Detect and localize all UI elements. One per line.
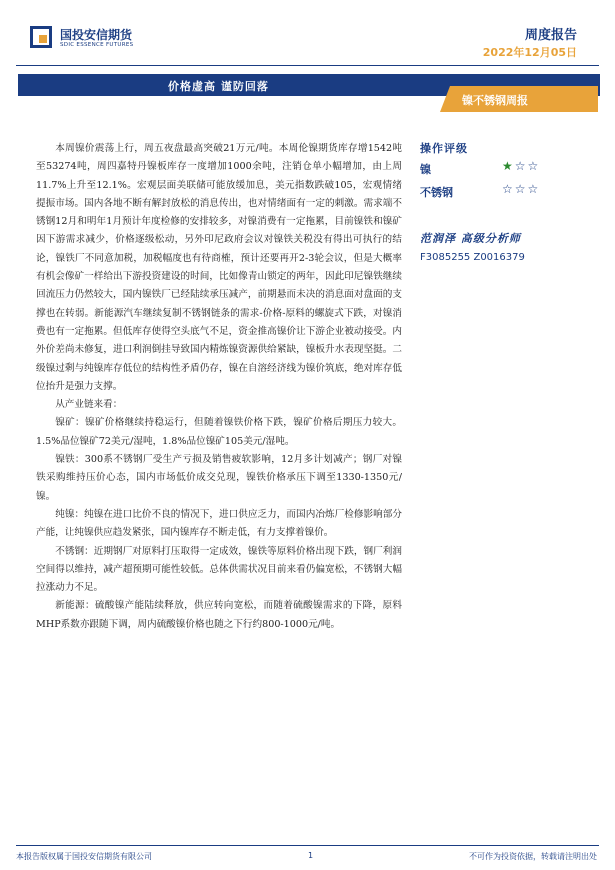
footer-divider: [16, 845, 599, 846]
report-date: 2022年12月05日: [482, 46, 577, 59]
body-paragraph-pure-nickel: 纯镍：纯镍在进口比价不良的情况下，进口供应乏力，而国内冶炼厂检修影响部分产能，让纯镍供应趋发紧张，国内镍库存不断走低，有力支撑着镍价。: [36, 508, 402, 539]
analyst-license-ids: F3085255 Z0016379: [420, 252, 525, 263]
star-filled-icon: ★: [502, 159, 515, 173]
rating-heading: 操作评级: [420, 142, 468, 155]
footer-copyright: 本报告版权属于国投安信期货有限公司: [16, 852, 152, 861]
sidebar: [420, 140, 590, 263]
rating-stars: [502, 159, 540, 173]
report-title: 价格虚高 谨防回落: [168, 80, 269, 93]
report-tag: 镍不锈钢周报: [462, 94, 528, 107]
brand-name-en: SDIC ESSENCE FUTURES: [60, 42, 134, 48]
header-divider: [16, 65, 599, 66]
logo-square-icon: [30, 26, 52, 48]
rating-label: 不锈钢: [420, 186, 453, 199]
star-empty-icon: ☆☆: [514, 159, 541, 173]
report-type: 周度报告: [524, 28, 577, 43]
star-empty-icon: ☆☆☆: [502, 182, 541, 196]
rating-row-stainless: [420, 182, 590, 202]
body-paragraph-nickel-ore: 镍矿：镍矿价格继续持稳运行，但随着镍铁价格下跌，镍矿价格后期压力较大。1.5%品位镍矿72美元/湿吨，1.8%品位镍矿105美元/湿吨。: [36, 417, 402, 447]
body-paragraph-new-energy: 新能源：硫酸镍产能陆续释放，供应转向宽松，而随着硫酸镍需求的下降，原料MHP系数亦跟随下调，周内硫酸镍价格也随之下行约800-1000元/吨。: [36, 600, 402, 630]
body-paragraph-summary: 本周镍价震荡上行，周五夜盘最高突破21万元/吨。本周伦镍期货库存增1542吨至53274吨，周四嘉特丹镍板库存一度增加1000余吨，注销仓单小幅增加，由上周11.7%上升至12.1%。宏观层面美联储可能放缓加息，美元指数跌破105，宏观情绪提振市场。国内各地不断有解封放松的消息传出，也对情绪面有一定的刺激。需求端不锈钢12月和明年1月预计年度检修的安排较多，对镍消费有一定拖累，目前镍铁和镍矿因下游需求减少，价格逐级松动，另外印尼政府会议对镍铁关税没有得出可执行的结论，镍铁厂不同意加税，加税幅度也有待商榷，预计还要再开2-3轮会议，但是大概率有机会像矿一样给出下游投资建设的时间，比如像青山锁定的两年，因此印尼镍铁继续回流压力仍然较大，国内镍铁厂已经陆续承压减产，前期悬而未决的消息面对盘面的支撑也在转弱。新能源汽车继续复制不锈钢链条的需求-价格-原料的螺旋式下跌，对镍消费也有一定拖累。但低库存使得空头底气不足，资金推高镍价让下游企业被动接受。内外价差尚未修复，进口利润倒挂导致国内精炼镍资源供给紧缺，镍板升水表现坚挺。二级镍过剩与纯镍库存低位的结构性矛盾仍存，镍在自溶经济线为镍价筑底，绝对库存低位抬升是强力支撑。: [36, 143, 402, 392]
report-body: [36, 140, 402, 634]
brand-name-cn: 国投安信期货: [60, 28, 133, 42]
analyst-name: 范润泽 高级分析师: [420, 232, 521, 245]
rating-label: 镍: [420, 163, 431, 176]
body-paragraph-nickel-iron: 镍铁：300系不锈钢厂受生产亏损及销售疲软影响，12月多计划减产；钢厂对镍铁采购维持压价心态，国内市场低价成交兑现，镍铁价格承压下调至1330-1350元/镍。: [36, 454, 402, 502]
page-number: 1: [308, 851, 314, 860]
body-paragraph-stainless: 不锈钢：近期钢厂对原料打压取得一定成效，镍铁等原料价格出现下跌，钢厂利润空间得以维持，减产超预期可能性较低。总体供需状况目前来看仍偏宽松，不锈钢大幅拉涨动力不足。: [36, 545, 402, 594]
company-logo: [30, 22, 160, 62]
rating-stars: [502, 182, 540, 196]
rating-row-nickel: [420, 159, 590, 179]
footer-disclaimer: 不可作为投资依据，转载请注明出处: [469, 852, 597, 861]
body-paragraph-intro: 从产业链来看：: [55, 399, 123, 411]
